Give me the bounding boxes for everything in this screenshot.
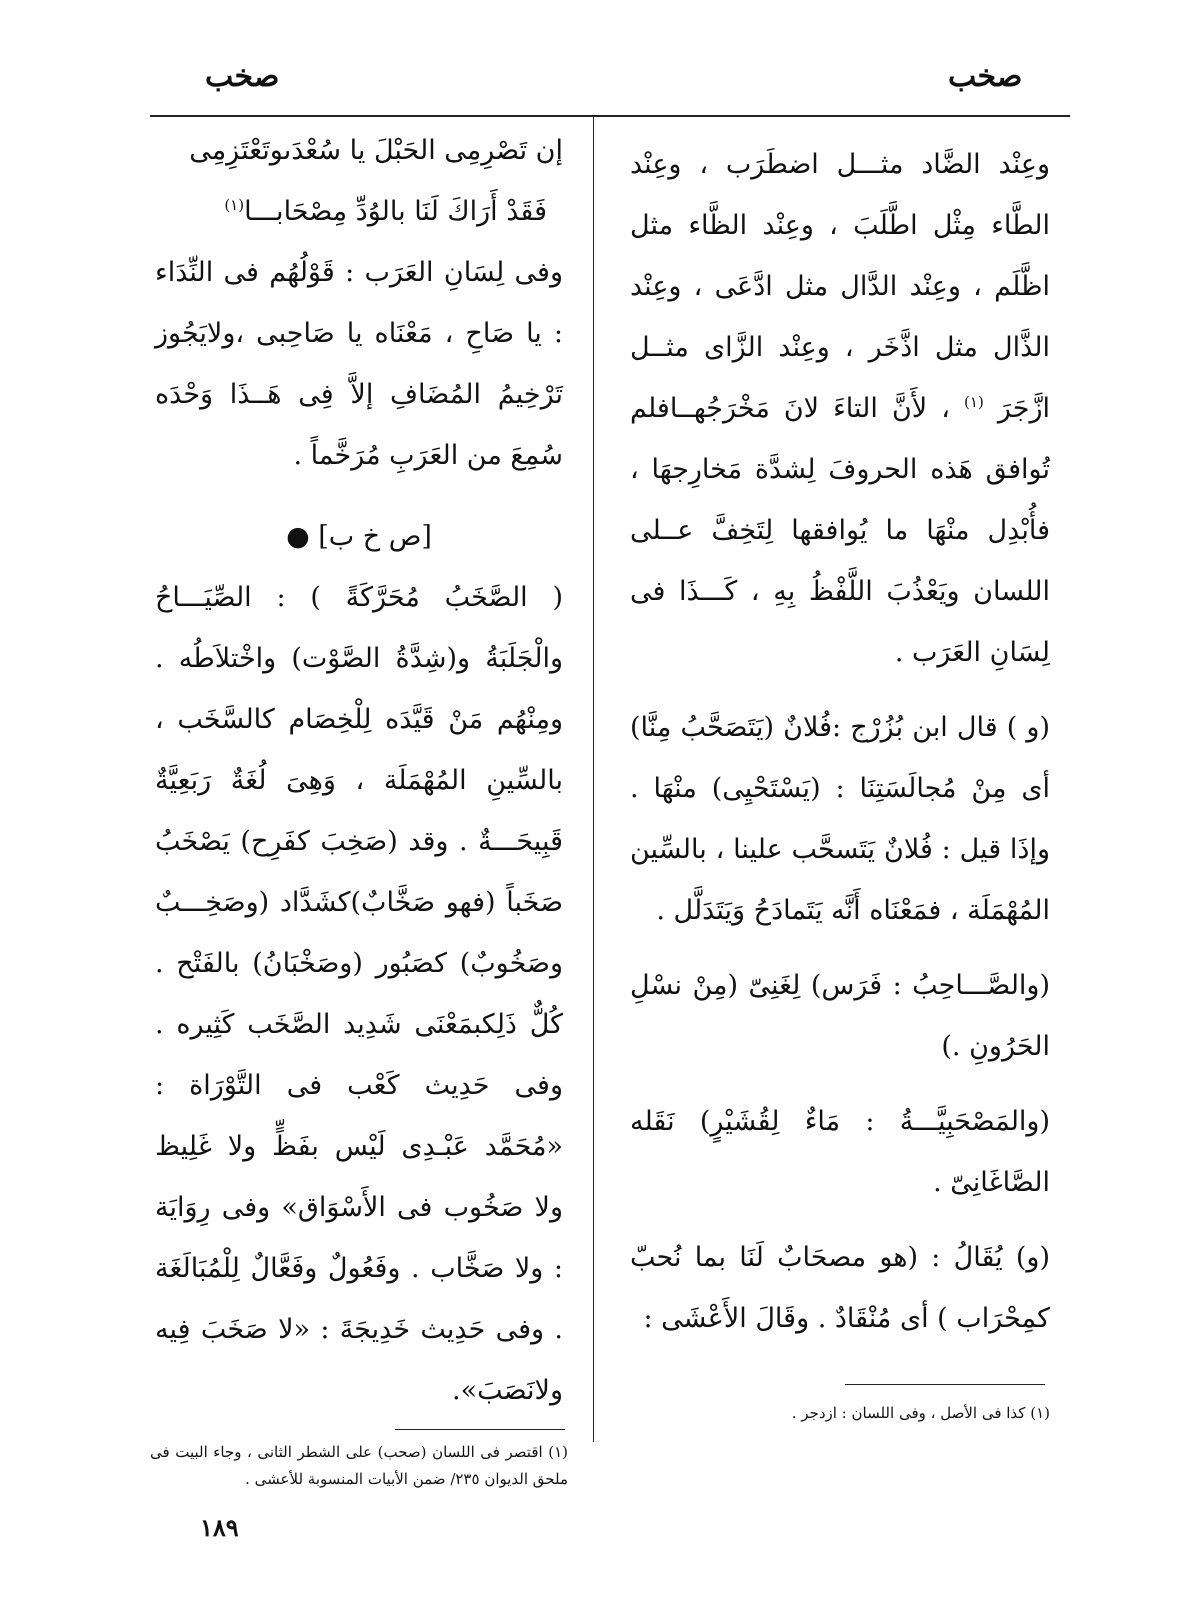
header-rule (150, 115, 1070, 117)
right-paragraph-1 (630, 134, 1050, 683)
left-column (155, 120, 563, 1421)
right-paragraph-5: (و) يُقَالُ : (هو مصحَابٌ لَنَا بما نُحبّ كمِحْرَاب ) أى مُنْقَادٌ . وقَالَ الأَعْشَى : (630, 1242, 1050, 1334)
column-divider (593, 117, 594, 1442)
footnote-rule-left (395, 1429, 565, 1430)
left-paragraph-1: وفى لِسَانِ العَرَب : قَوْلُهُم فى النِّدَاء : يا صَاحِ ، مَعْنَاه يا صَاحِبى ،ولايَجُوز تَرْخِيمُ المُضَافِ إلاَّ فِى هَــذَا وَحْدَه سُمِعَ من العَرَبِ مُرَخَّماً . (155, 257, 563, 471)
verse-line-2-text: فَقَدْ أَرَاكَ لَنَا بالوُدِّ مِصْحَابـــا (244, 196, 547, 227)
verse-line-2 (155, 181, 563, 242)
right-paragraph-3: (والصَّـــاحِبُ : فَرَس) لِغَنِىّ (مِنْ نسْلِ الحَرُونِ .) (630, 970, 1050, 1062)
running-header-left: صخب (205, 59, 280, 94)
footnote-ref-left: (١) (224, 196, 245, 214)
verse-line-1: إن تَصْرِمِى الحَبْلَ يا سُعْدَىوتَعْتَزِمِى (189, 135, 563, 166)
footnote-ref-right: (١) (964, 393, 984, 411)
right-paragraph-1-text: وعِنْد الضَّاد مثـــل اضطَرَب ، وعِنْد الطَّاء مِثْل اطَّلَبَ ، وعِنْد الظَّاء مثل اظَّلَم ، وعِنْد الدَّال مثل ادَّعَى ، وعِنْد الذَّال مثل اذَّخَر ، وعِنْد الزَّاى مثــل ازَّجَرَ (630, 149, 1050, 424)
entry-heading: [ص خ ب] ● (286, 521, 432, 552)
page-number: ١٨٩ (200, 1513, 239, 1542)
right-paragraph-4: (والمَصْحَبِيَّـــةُ : مَاءٌ لِقُشَيْرٍ) نَقَله الصَّاغَانِىّ . (630, 1106, 1050, 1198)
right-paragraph-2: (و ) قال ابن بُزُرْج :فُلانٌ (يَتَصَحَّبُ مِنَّا) أى مِنْ مُجالَسَتِنَا : (يَسْتَحْيِى) منْهَا . وإذَا قيل : فُلانٌ يَتَسحَّب علينا ، بالسِّين المُهْمَلَة ، فمَعْنَاه أَنَّه يَتَمادَحُ وَيَتَدَلَّل . (630, 712, 1050, 926)
right-column (630, 134, 1050, 1349)
left-paragraph-2: ( الصَّخَبُ مُحَرَّكَةً ) : الصِّيَـــاحُ والْجَلَبَةُ و(شِدَّةُ الصَّوْت) واخْتلاَطُه . ومِنْهُم مَنْ قَيَّدَه لِلْخِصَام كالسَّخَب ، بالسِّينِ المُهْمَلَة ، وَهِىَ لُغَةٌ رَبَعِيَّةٌ قَبِيحَـــةٌ . وقد (صَخِبَ كفَرِح) يَصْخَبُ صَخَباً (فهو صَخَّابٌ)كشَدَّاد (وصَخِـــبٌ وصَخُوبٌ) كصَبُور (وصَخْبَانُ) بالفَتْح . كُلٌّ ذَلِكبمَعْنَى شَدِيد الصَّخَب كَثِيره . وفى حَدِيث كَعْب فى التَّوْرَاة : «مُحَمَّد عَبْـدِى لَيْس بفَظٍّ ولا غَلِيظ ولا صَخُوب فى الأَسْوَاق» وفى رِوَايَة : ولا صَخَّاب . وفَعُولٌ وفَعَّالٌ لِلْمُبَالَغَة . وفى حَدِيث خَدِيجَةَ : «لا صَخَبَ فِيه ولانَصَبَ». (155, 582, 563, 1406)
running-header-right: صخب (948, 59, 1023, 94)
footnote-right: (١) كذا فى الأصل ، وفى اللسان : ازدجر . (791, 1404, 1050, 1422)
right-paragraph-1-continued: ، لأَنَّ التاءَ لانَ مَخْرَجُهــافلم تُوافق هَذه الحروفَ لِشدَّة مَخارِجهَا ، فأُبْدِل منْهَا ما يُوافقها لِتَخِفَّ عــلى اللسان ويَعْذُبَ اللَّفْظُ بِهِ ، كَـــذَا فى لِسَانِ العَرَب . (630, 393, 1050, 668)
footnote-rule-right (845, 1384, 1045, 1385)
footnote-left: (١) اقتصر فى اللسان (صحب) على الشطر الثانى ، وجاء البيت فى ملحق الديوان ٢٣٥/ ضمن الأبيات المنسوبة للأعشى . (150, 1443, 568, 1488)
